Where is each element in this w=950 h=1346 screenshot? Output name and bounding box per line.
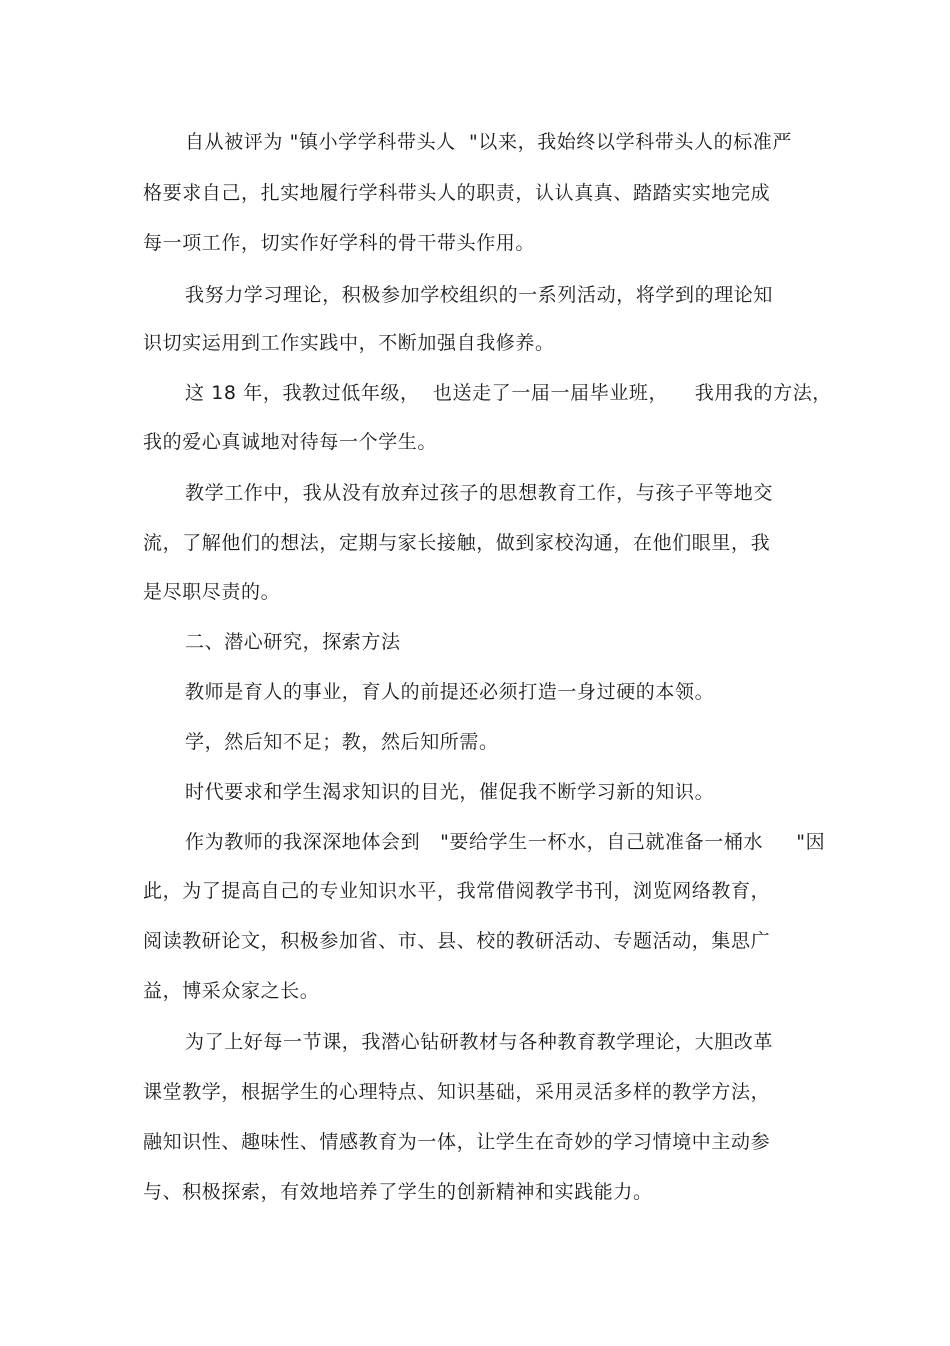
text-line: 格要求自己，扎实地履行学科带头人的职责，认认真真、踏踏实实地完成 <box>143 182 771 204</box>
text-line: 融知识性、趣味性、情感教育为一体，让学生在奇妙的学习情境中主动参 <box>143 1131 771 1153</box>
text-line: 学，然后知不足；教，然后知所需。 <box>185 731 499 753</box>
text-line: 作为教师的我深深地体会到 "要给学生一杯水，自己就准备一桶水 "因 <box>185 831 826 853</box>
text-line: 阅读教研论文，积极参加省、市、县、校的教研活动、专题活动，集思广 <box>143 930 771 952</box>
text-line: 每一项工作，切实作好学科的骨干带头作用。 <box>143 232 536 254</box>
text-line: 自从被评为 "镇小学学科带头人 "以来，我始终以学科带头人的标准严 <box>185 131 792 153</box>
text-line: 益，博采众家之长。 <box>143 980 320 1002</box>
text-line: 我努力学习理论，积极参加学校组织的一系列活动，将学到的理论知 <box>185 284 774 306</box>
text-line: 此，为了提高自己的专业知识水平，我常借阅教学书刊，浏览网络教育， <box>143 880 771 902</box>
text-line: 教师是育人的事业，育人的前提还必须打造一身过硬的本领。 <box>185 681 715 703</box>
text-line: 时代要求和学生渴求知识的目光，催促我不断学习新的知识。 <box>185 781 715 803</box>
text-line: 是尽职尽责的。 <box>143 581 281 603</box>
text-line: 识切实运用到工作实践中，不断加强自我修养。 <box>143 332 555 354</box>
text-line: 教学工作中，我从没有放弃过孩子的思想教育工作，与孩子平等地交 <box>185 482 774 504</box>
text-line: 我的爱心真诚地对待每一个学生。 <box>143 431 438 453</box>
text-line: 为了上好每一节课，我潜心钻研教材与各种教育教学理论，大胆改革 <box>185 1031 774 1053</box>
section-heading: 二、潜心研究，探索方法 <box>185 631 401 653</box>
text-line: 课堂教学，根据学生的心理特点、知识基础，采用灵活多样的教学方法， <box>143 1081 771 1103</box>
text-line: 与、积极探索，有效地培养了学生的创新精神和实践能力。 <box>143 1181 653 1203</box>
text-line: 流，了解他们的想法，定期与家长接触，做到家校沟通，在他们眼里，我 <box>143 532 771 554</box>
text-line: 这 18 年，我教过低年级， 也送走了一届一届毕业班， 我用我的方法， <box>185 382 832 404</box>
